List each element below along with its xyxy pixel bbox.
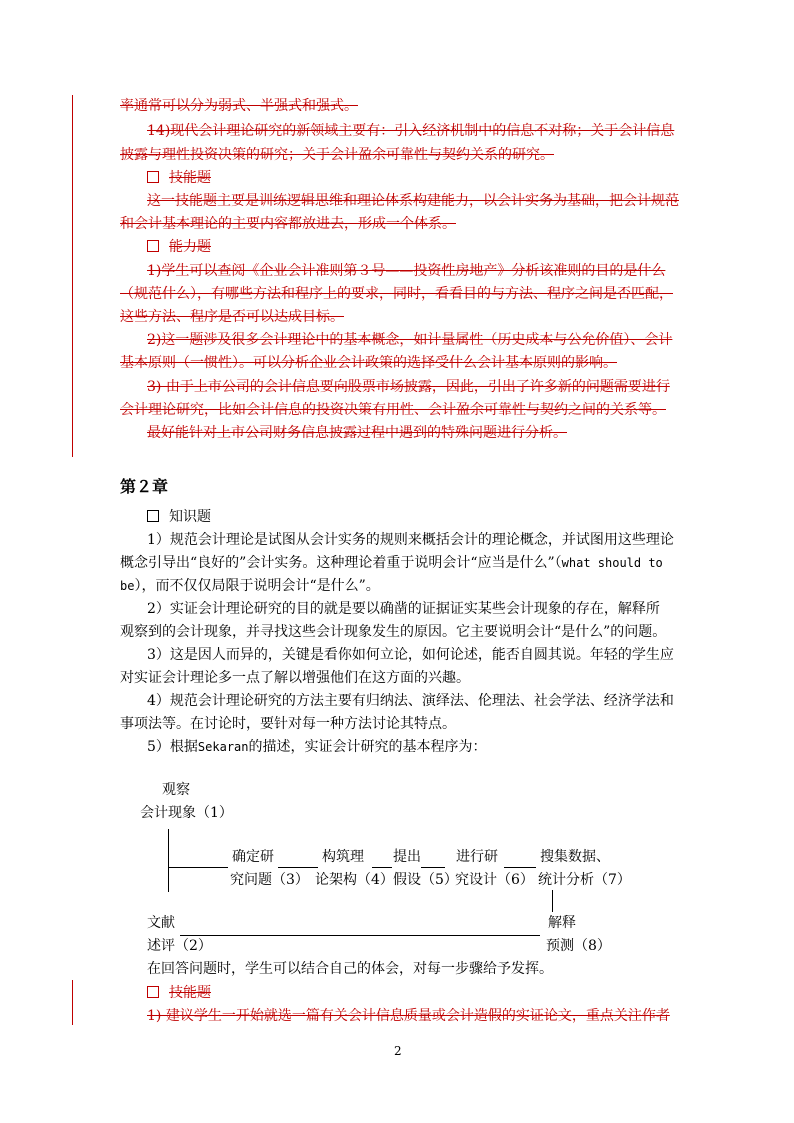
change-bar-bottom [72, 980, 73, 1025]
paragraph-line: be），而不仅仅局限于说明会计“是什么”。 [120, 578, 380, 594]
deleted-line: （规范什么），有哪些方法和程序上的要求，同时，看看目的与方法、程序之间是否匹配， [120, 286, 673, 302]
deleted-line: 最好能针对上市公司财务信息披露过程中遇到的特殊问题进行分析。 [147, 425, 567, 441]
closing-line: 在回答问题时，学生可以结合自己的体会，对每一步骤给予发挥。 [147, 961, 553, 977]
deleted-line: 1)学生可以查阅《企业会计准则第３号——投资性房地产》分析该准则的目的是什么 [147, 263, 666, 279]
diagram-step-5-bottom: 假设（5） [393, 872, 458, 888]
deleted-line: 基本原则（一惯性）。可以分析企业会计政策的选择受什么会计基本原则的影响。 [120, 355, 617, 371]
paragraph-line: 5）根据Sekaran的描述，实证会计研究的基本程序为： [147, 739, 487, 755]
deleted-heading-ability: 能力题 [147, 237, 211, 257]
diagram-vertical-line [552, 890, 553, 912]
deleted-line: 和会计基本理论的主要内容都放进去，形成一个体系。 [120, 216, 456, 232]
checkbox-icon [147, 171, 159, 183]
diagram-interpret-top: 解释 [548, 915, 576, 931]
diagram-step-3-top: 确定研 [232, 849, 274, 865]
diagram-step-6-top: 进行研 [456, 849, 498, 865]
paragraph-line: 2）实证会计理论研究的目的就是要以确凿的证据证实某些会计现象的存在，解释所 [147, 601, 660, 617]
deleted-line: 会计理论研究，比如会计信息的投资决策有用性、会计盈余可靠性与契约之间的关系等。 [120, 402, 666, 418]
paragraph-line: 1）规范会计理论是试图从会计实务的规则来概括会计的理论概念，并试图用这些理论 [147, 532, 674, 548]
diagram-literature-top: 文献 [147, 915, 175, 931]
paragraph-line: 4）规范会计理论研究的方法主要有归纳法、演绎法、伦理法、社会学法、经济学法和 [147, 693, 674, 709]
diagram-step-7-bottom: 统计分析（7） [538, 872, 631, 888]
deleted-line: 这一技能题主要是训练逻辑思维和理论体系构建能力，以会计实务为基础，把会计规范 [147, 193, 679, 209]
deleted-line: 率通常可以分为弱式、半强式和强式。 [120, 98, 358, 114]
page-number: 2 [394, 1044, 402, 1058]
knowledge-heading: 知识题 [147, 507, 211, 527]
diagram-step-6-bottom: 究设计（6） [455, 872, 534, 888]
diagram-interpret-bottom: 预测（8） [546, 938, 611, 954]
diagram-step-3-bottom: 究问题（3） [230, 872, 309, 888]
checkbox-icon [147, 240, 159, 252]
diagram-connector [421, 867, 445, 868]
diagram-step-5-top: 提出 [393, 849, 421, 865]
diagram-bottom-connector [180, 935, 540, 936]
diagram-horizontal-line [168, 867, 228, 868]
deleted-heading-skill: 技能题 [147, 983, 211, 1003]
deleted-line: 1) 建议学生一开始就选一篇有关会计信息质量或会计造假的实证论文，重点关注作者 [147, 1008, 670, 1024]
paragraph-line: 3）这是因人而异的，关键是看你如何立论，如何论述，能否自圆其说。年轻的学生应 [147, 647, 674, 663]
diagram-step-7-top: 搜集数据、 [540, 849, 610, 865]
diagram-connector [278, 867, 318, 868]
diagram-connector [504, 867, 536, 868]
diagram-observe: 观察 [162, 782, 190, 798]
deleted-line: 2)这一题涉及很多会计理论中的基本概念，如计量属性（历史成本与公允价值）、会计 [147, 332, 673, 348]
paragraph-line: 对实证会计理论多一点了解以增强他们在这方面的兴趣。 [120, 670, 470, 686]
deleted-line: 这些方法、程序是否可以达成目标。 [120, 309, 344, 325]
paragraph-line: 观察到的会计现象，并寻找这些会计现象发生的原因。它主要说明会计“是什么”的问题。 [120, 624, 667, 640]
diagram-phenomenon: 会计现象（1） [140, 805, 233, 821]
deleted-line: 披露与理性投资决策的研究；关于会计盈余可靠性与契约关系的研究。 [120, 147, 554, 163]
diagram-literature-bottom: 述评（2） [147, 938, 212, 954]
deleted-line: 3) 由于上市公司的会计信息要向股票市场披露，因此，引出了许多新的问题需要进行 [147, 379, 670, 395]
change-bar-top [72, 95, 73, 457]
diagram-vertical-line [168, 829, 169, 892]
paragraph-line: 概念引导出“良好的”会计实务。这种理论着重于说明会计“应当是什么”（what should to [120, 555, 663, 571]
chapter-title: 第２章 [120, 477, 169, 496]
checkbox-icon [147, 510, 159, 522]
paragraph-line: 事项法等。在讨论时，要针对每一种方法讨论其特点。 [120, 716, 456, 732]
diagram-step-4-top: 构筑理 [322, 849, 364, 865]
deleted-heading-skill: 技能题 [147, 168, 211, 188]
deleted-line: 14)现代会计理论研究的新领域主要有：引入经济机制中的信息不对称；关于会计信息 [147, 123, 675, 139]
diagram-step-4-bottom: 论架构（4） [315, 872, 394, 888]
checkbox-icon [147, 986, 159, 998]
diagram-connector [372, 867, 392, 868]
